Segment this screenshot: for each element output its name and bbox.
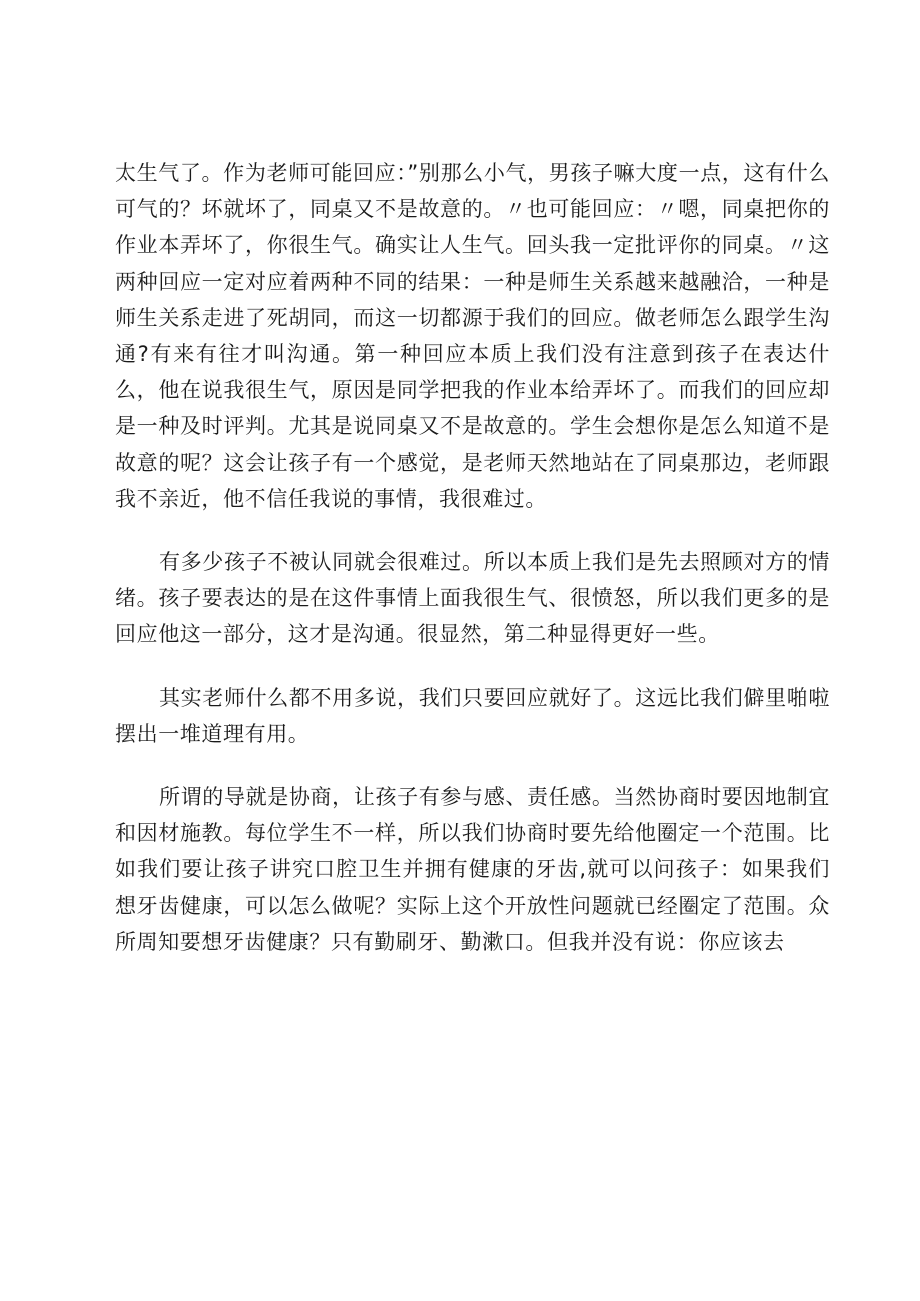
paragraph-4: 所谓的导就是协商，让孩子有参与感、责任感。当然协商时要因地制宜和因材施教。每位学生不一样，所以我们协商时要先给他圈定一个范围。比如我们要让孩子讲究口腔卫生并拥有健康的牙齿,就可以问孩子：如果我们想牙齿健康，可以怎么做呢？实际上这个开放性问题就已经圈定了范围。众所周知要想牙齿健康？只有勤刷牙、勤漱口。但我并没有说：你应该去 xyxy=(115,785,830,954)
paragraph-1: 太生气了。作为老师可能回应：”别那么小气，男孩子嘛大度一点，这有什么可气的？坏就坏了，同桌又不是故意的。〃也可能回应：〃嗯，同桌把你的作业本弄坏了，你很生气。确实让人生气。回头我一定批评你的同桌。〃这两种回应一定对应着两种不同的结果：一种是师生关系越来越融洽，一种是师生关系走进了死胡同，而这一切都源于我们的回应。做老师怎么跟学生沟通?有来有往才叫沟通。第一种回应本质上我们没有注意到孩子在表达什么，他在说我很生气，原因是同学把我的作业本给弄坏了。而我们的回应却是一种及时评判。尤其是说同桌又不是故意的。学生会想你是怎么知道不是故意的呢？这会让孩子有一个感觉，是老师天然地站在了同桌那边，老师跟我不亲近，他不信任我说的事情，我很难过。 xyxy=(115,161,830,511)
paragraph-2: 有多少孩子不被认同就会很难过。所以本质上我们是先去照顾对方的情绪。孩子要表达的是在这件事情上面我很生气、很愤怒，所以我们更多的是回应他这一部分，这才是沟通。很显然，第二种显得更好一些。 xyxy=(115,550,830,647)
document-body xyxy=(115,155,830,960)
paragraph-3: 其实老师什么都不用多说，我们只要回应就好了。这远比我们僻里啪啦摆出一堆道理有用。 xyxy=(115,685,830,746)
